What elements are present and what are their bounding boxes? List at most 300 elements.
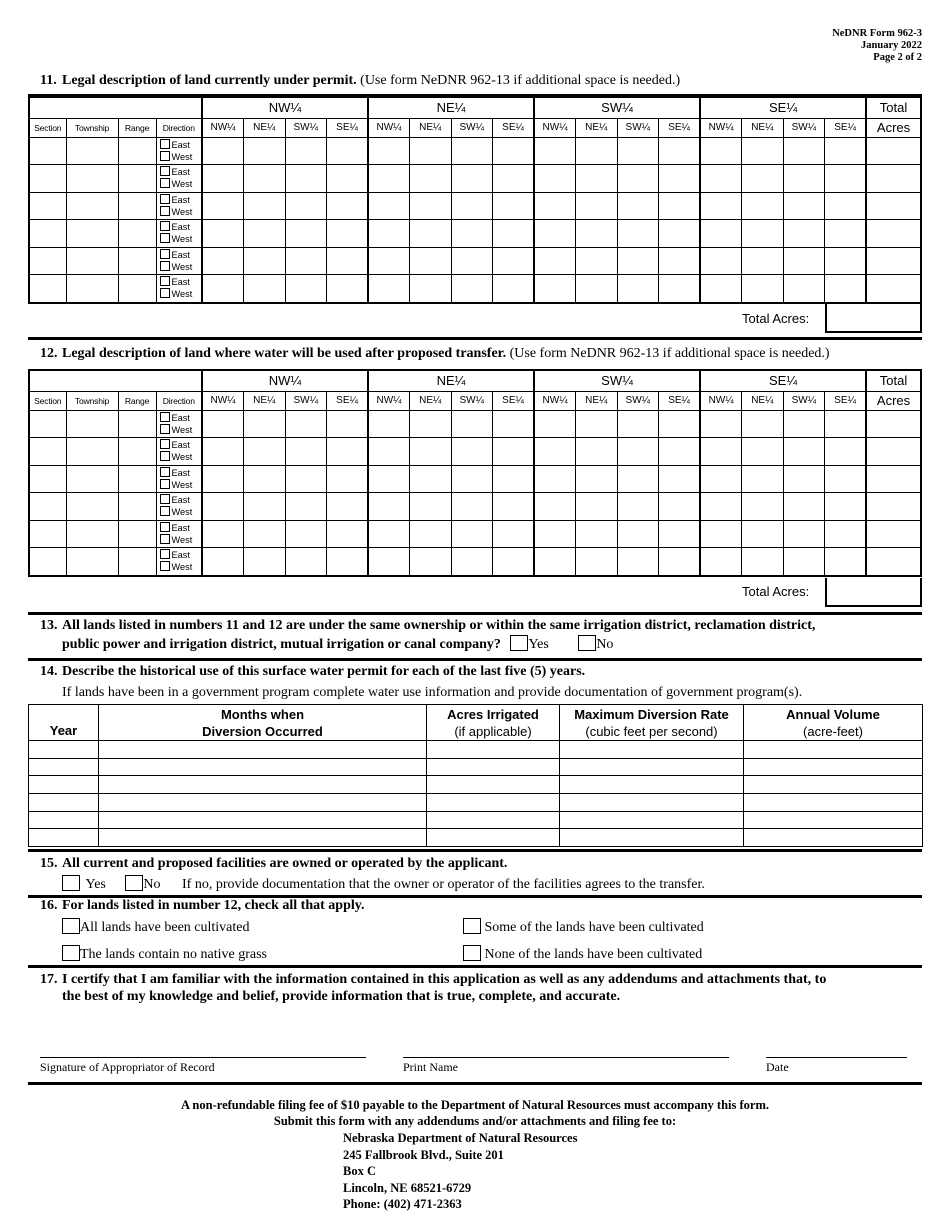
- quarter-acre-cell[interactable]: [700, 438, 742, 466]
- quarter-acre-cell[interactable]: [783, 438, 825, 466]
- quarter-acre-cell[interactable]: [700, 520, 742, 548]
- history-cell[interactable]: [744, 758, 923, 776]
- history-cell[interactable]: [29, 829, 99, 847]
- east-checkbox[interactable]: [160, 139, 170, 149]
- quarter-acre-cell[interactable]: [368, 275, 410, 303]
- quarter-acre-cell[interactable]: [451, 247, 493, 275]
- history-cell[interactable]: [427, 741, 560, 759]
- quarter-acre-cell[interactable]: [327, 438, 369, 466]
- quarter-acre-cell[interactable]: [327, 220, 369, 248]
- total-acres-cell[interactable]: [866, 438, 921, 466]
- quarter-acre-cell[interactable]: [825, 275, 867, 303]
- history-cell[interactable]: [99, 794, 427, 812]
- quarter-acre-cell[interactable]: [410, 220, 452, 248]
- quarter-acre-cell[interactable]: [368, 520, 410, 548]
- quarter-acre-cell[interactable]: [202, 247, 244, 275]
- quarter-acre-cell[interactable]: [451, 275, 493, 303]
- quarter-acre-cell[interactable]: [285, 247, 327, 275]
- section-cell[interactable]: [29, 165, 66, 193]
- quarter-acre-cell[interactable]: [368, 220, 410, 248]
- history-cell[interactable]: [427, 776, 560, 794]
- quarter-acre-cell[interactable]: [576, 220, 618, 248]
- quarter-acre-cell[interactable]: [783, 410, 825, 438]
- quarter-acre-cell[interactable]: [659, 493, 701, 521]
- quarter-acre-cell[interactable]: [534, 410, 576, 438]
- total-acres-cell[interactable]: [866, 410, 921, 438]
- quarter-acre-cell[interactable]: [576, 192, 618, 220]
- quarter-acre-cell[interactable]: [659, 548, 701, 576]
- s15-yes-checkbox[interactable]: [62, 875, 80, 891]
- range-cell[interactable]: [118, 465, 156, 493]
- quarter-acre-cell[interactable]: [493, 548, 535, 576]
- quarter-acre-cell[interactable]: [617, 493, 659, 521]
- east-checkbox[interactable]: [160, 276, 170, 286]
- quarter-acre-cell[interactable]: [327, 247, 369, 275]
- quarter-acre-cell[interactable]: [202, 192, 244, 220]
- quarter-acre-cell[interactable]: [742, 275, 784, 303]
- quarter-acre-cell[interactable]: [202, 275, 244, 303]
- quarter-acre-cell[interactable]: [659, 192, 701, 220]
- total-acres-cell[interactable]: [866, 465, 921, 493]
- history-cell[interactable]: [29, 776, 99, 794]
- history-cell[interactable]: [29, 758, 99, 776]
- quarter-acre-cell[interactable]: [534, 548, 576, 576]
- quarter-acre-cell[interactable]: [742, 548, 784, 576]
- history-cell[interactable]: [427, 829, 560, 847]
- section-cell[interactable]: [29, 247, 66, 275]
- quarter-acre-cell[interactable]: [327, 465, 369, 493]
- quarter-acre-cell[interactable]: [410, 137, 452, 165]
- east-checkbox[interactable]: [160, 412, 170, 422]
- quarter-acre-cell[interactable]: [825, 438, 867, 466]
- total-acres-cell[interactable]: [866, 275, 921, 303]
- quarter-acre-cell[interactable]: [659, 247, 701, 275]
- quarter-acre-cell[interactable]: [534, 493, 576, 521]
- quarter-acre-cell[interactable]: [617, 548, 659, 576]
- quarter-acre-cell[interactable]: [700, 548, 742, 576]
- quarter-acre-cell[interactable]: [534, 137, 576, 165]
- quarter-acre-cell[interactable]: [244, 165, 286, 193]
- quarter-acre-cell[interactable]: [493, 275, 535, 303]
- quarter-acre-cell[interactable]: [825, 247, 867, 275]
- quarter-acre-cell[interactable]: [825, 165, 867, 193]
- history-cell[interactable]: [29, 794, 99, 812]
- west-checkbox[interactable]: [160, 206, 170, 216]
- history-cell[interactable]: [99, 758, 427, 776]
- history-cell[interactable]: [29, 741, 99, 759]
- history-cell[interactable]: [560, 741, 744, 759]
- quarter-acre-cell[interactable]: [534, 165, 576, 193]
- quarter-acre-cell[interactable]: [576, 520, 618, 548]
- total-acres-cell[interactable]: [866, 520, 921, 548]
- west-checkbox[interactable]: [160, 534, 170, 544]
- total-acres-cell[interactable]: [866, 493, 921, 521]
- quarter-acre-cell[interactable]: [244, 410, 286, 438]
- quarter-acre-cell[interactable]: [451, 192, 493, 220]
- quarter-acre-cell[interactable]: [493, 520, 535, 548]
- range-cell[interactable]: [118, 165, 156, 193]
- quarter-acre-cell[interactable]: [451, 438, 493, 466]
- quarter-acre-cell[interactable]: [534, 275, 576, 303]
- section-cell[interactable]: [29, 220, 66, 248]
- west-checkbox[interactable]: [160, 288, 170, 298]
- history-cell[interactable]: [99, 741, 427, 759]
- quarter-acre-cell[interactable]: [368, 493, 410, 521]
- west-checkbox[interactable]: [160, 479, 170, 489]
- quarter-acre-cell[interactable]: [327, 275, 369, 303]
- section-cell[interactable]: [29, 548, 66, 576]
- history-cell[interactable]: [99, 776, 427, 794]
- quarter-acre-cell[interactable]: [368, 165, 410, 193]
- west-checkbox[interactable]: [160, 561, 170, 571]
- quarter-acre-cell[interactable]: [783, 465, 825, 493]
- township-cell[interactable]: [66, 493, 118, 521]
- quarter-acre-cell[interactable]: [244, 465, 286, 493]
- quarter-acre-cell[interactable]: [534, 220, 576, 248]
- quarter-acre-cell[interactable]: [493, 192, 535, 220]
- section-cell[interactable]: [29, 410, 66, 438]
- quarter-acre-cell[interactable]: [700, 192, 742, 220]
- quarter-acre-cell[interactable]: [700, 493, 742, 521]
- quarter-acre-cell[interactable]: [368, 247, 410, 275]
- quarter-acre-cell[interactable]: [451, 520, 493, 548]
- total-acres-cell[interactable]: [866, 220, 921, 248]
- history-cell[interactable]: [744, 829, 923, 847]
- signature-line[interactable]: [40, 1057, 366, 1058]
- quarter-acre-cell[interactable]: [659, 165, 701, 193]
- quarter-acre-cell[interactable]: [451, 220, 493, 248]
- quarter-acre-cell[interactable]: [783, 493, 825, 521]
- s16-opt3-checkbox[interactable]: [62, 945, 80, 961]
- quarter-acre-cell[interactable]: [617, 165, 659, 193]
- quarter-acre-cell[interactable]: [617, 465, 659, 493]
- quarter-acre-cell[interactable]: [327, 548, 369, 576]
- quarter-acre-cell[interactable]: [742, 220, 784, 248]
- quarter-acre-cell[interactable]: [783, 548, 825, 576]
- quarter-acre-cell[interactable]: [742, 165, 784, 193]
- quarter-acre-cell[interactable]: [700, 465, 742, 493]
- s16-opt1-checkbox[interactable]: [62, 918, 80, 934]
- township-cell[interactable]: [66, 220, 118, 248]
- quarter-acre-cell[interactable]: [451, 493, 493, 521]
- quarter-acre-cell[interactable]: [202, 438, 244, 466]
- quarter-acre-cell[interactable]: [451, 410, 493, 438]
- quarter-acre-cell[interactable]: [659, 275, 701, 303]
- west-checkbox[interactable]: [160, 151, 170, 161]
- total-acres-cell[interactable]: [866, 192, 921, 220]
- quarter-acre-cell[interactable]: [617, 410, 659, 438]
- history-cell[interactable]: [560, 794, 744, 812]
- total-acres-cell[interactable]: [866, 247, 921, 275]
- quarter-acre-cell[interactable]: [244, 438, 286, 466]
- range-cell[interactable]: [118, 493, 156, 521]
- west-checkbox[interactable]: [160, 506, 170, 516]
- quarter-acre-cell[interactable]: [327, 410, 369, 438]
- quarter-acre-cell[interactable]: [783, 520, 825, 548]
- quarter-acre-cell[interactable]: [576, 165, 618, 193]
- quarter-acre-cell[interactable]: [285, 220, 327, 248]
- s16-opt4-checkbox[interactable]: [463, 945, 481, 961]
- quarter-acre-cell[interactable]: [534, 247, 576, 275]
- quarter-acre-cell[interactable]: [659, 438, 701, 466]
- quarter-acre-cell[interactable]: [576, 548, 618, 576]
- history-cell[interactable]: [744, 794, 923, 812]
- quarter-acre-cell[interactable]: [742, 410, 784, 438]
- quarter-acre-cell[interactable]: [783, 165, 825, 193]
- east-checkbox[interactable]: [160, 467, 170, 477]
- quarter-acre-cell[interactable]: [410, 493, 452, 521]
- section-cell[interactable]: [29, 275, 66, 303]
- quarter-acre-cell[interactable]: [783, 247, 825, 275]
- section-cell[interactable]: [29, 192, 66, 220]
- total-acres-cell[interactable]: [866, 165, 921, 193]
- quarter-acre-cell[interactable]: [368, 465, 410, 493]
- quarter-acre-cell[interactable]: [410, 548, 452, 576]
- quarter-acre-cell[interactable]: [244, 275, 286, 303]
- quarter-acre-cell[interactable]: [202, 548, 244, 576]
- township-cell[interactable]: [66, 410, 118, 438]
- quarter-acre-cell[interactable]: [617, 192, 659, 220]
- quarter-acre-cell[interactable]: [285, 493, 327, 521]
- quarter-acre-cell[interactable]: [410, 192, 452, 220]
- quarter-acre-cell[interactable]: [493, 465, 535, 493]
- quarter-acre-cell[interactable]: [576, 410, 618, 438]
- history-cell[interactable]: [29, 811, 99, 829]
- quarter-acre-cell[interactable]: [202, 165, 244, 193]
- quarter-acre-cell[interactable]: [700, 165, 742, 193]
- quarter-acre-cell[interactable]: [327, 493, 369, 521]
- range-cell[interactable]: [118, 520, 156, 548]
- quarter-acre-cell[interactable]: [700, 410, 742, 438]
- quarter-acre-cell[interactable]: [368, 410, 410, 438]
- range-cell[interactable]: [118, 275, 156, 303]
- west-checkbox[interactable]: [160, 233, 170, 243]
- east-checkbox[interactable]: [160, 194, 170, 204]
- range-cell[interactable]: [118, 137, 156, 165]
- section-cell[interactable]: [29, 465, 66, 493]
- quarter-acre-cell[interactable]: [700, 247, 742, 275]
- quarter-acre-cell[interactable]: [825, 520, 867, 548]
- quarter-acre-cell[interactable]: [285, 438, 327, 466]
- print-name-line[interactable]: [403, 1057, 729, 1058]
- quarter-acre-cell[interactable]: [825, 410, 867, 438]
- quarter-acre-cell[interactable]: [742, 247, 784, 275]
- quarter-acre-cell[interactable]: [742, 493, 784, 521]
- quarter-acre-cell[interactable]: [285, 465, 327, 493]
- east-checkbox[interactable]: [160, 494, 170, 504]
- quarter-acre-cell[interactable]: [244, 220, 286, 248]
- quarter-acre-cell[interactable]: [244, 192, 286, 220]
- east-checkbox[interactable]: [160, 522, 170, 532]
- quarter-acre-cell[interactable]: [742, 137, 784, 165]
- quarter-acre-cell[interactable]: [659, 220, 701, 248]
- township-cell[interactable]: [66, 192, 118, 220]
- east-checkbox[interactable]: [160, 439, 170, 449]
- quarter-acre-cell[interactable]: [244, 548, 286, 576]
- quarter-acre-cell[interactable]: [493, 410, 535, 438]
- history-cell[interactable]: [560, 811, 744, 829]
- history-cell[interactable]: [560, 829, 744, 847]
- quarter-acre-cell[interactable]: [244, 493, 286, 521]
- township-cell[interactable]: [66, 465, 118, 493]
- east-checkbox[interactable]: [160, 249, 170, 259]
- quarter-acre-cell[interactable]: [327, 137, 369, 165]
- quarter-acre-cell[interactable]: [410, 275, 452, 303]
- quarter-acre-cell[interactable]: [202, 220, 244, 248]
- township-cell[interactable]: [66, 438, 118, 466]
- quarter-acre-cell[interactable]: [742, 520, 784, 548]
- quarter-acre-cell[interactable]: [783, 192, 825, 220]
- quarter-acre-cell[interactable]: [534, 465, 576, 493]
- quarter-acre-cell[interactable]: [410, 410, 452, 438]
- s13-yes-checkbox[interactable]: [510, 635, 528, 651]
- quarter-acre-cell[interactable]: [617, 247, 659, 275]
- quarter-acre-cell[interactable]: [700, 220, 742, 248]
- quarter-acre-cell[interactable]: [327, 192, 369, 220]
- history-cell[interactable]: [744, 741, 923, 759]
- quarter-acre-cell[interactable]: [617, 438, 659, 466]
- quarter-acre-cell[interactable]: [659, 410, 701, 438]
- quarter-acre-cell[interactable]: [576, 275, 618, 303]
- quarter-acre-cell[interactable]: [534, 520, 576, 548]
- quarter-acre-cell[interactable]: [368, 137, 410, 165]
- quarter-acre-cell[interactable]: [451, 137, 493, 165]
- quarter-acre-cell[interactable]: [285, 165, 327, 193]
- west-checkbox[interactable]: [160, 424, 170, 434]
- quarter-acre-cell[interactable]: [576, 493, 618, 521]
- quarter-acre-cell[interactable]: [493, 438, 535, 466]
- quarter-acre-cell[interactable]: [327, 520, 369, 548]
- quarter-acre-cell[interactable]: [451, 165, 493, 193]
- quarter-acre-cell[interactable]: [742, 438, 784, 466]
- date-line[interactable]: [766, 1057, 907, 1058]
- quarter-acre-cell[interactable]: [659, 137, 701, 165]
- quarter-acre-cell[interactable]: [244, 520, 286, 548]
- history-cell[interactable]: [560, 758, 744, 776]
- total-acres-field-12[interactable]: [825, 578, 922, 607]
- range-cell[interactable]: [118, 192, 156, 220]
- quarter-acre-cell[interactable]: [410, 165, 452, 193]
- quarter-acre-cell[interactable]: [244, 137, 286, 165]
- quarter-acre-cell[interactable]: [825, 465, 867, 493]
- range-cell[interactable]: [118, 220, 156, 248]
- range-cell[interactable]: [118, 410, 156, 438]
- township-cell[interactable]: [66, 165, 118, 193]
- quarter-acre-cell[interactable]: [451, 465, 493, 493]
- quarter-acre-cell[interactable]: [202, 137, 244, 165]
- range-cell[interactable]: [118, 247, 156, 275]
- quarter-acre-cell[interactable]: [493, 493, 535, 521]
- east-checkbox[interactable]: [160, 221, 170, 231]
- quarter-acre-cell[interactable]: [410, 465, 452, 493]
- quarter-acre-cell[interactable]: [285, 410, 327, 438]
- quarter-acre-cell[interactable]: [368, 548, 410, 576]
- quarter-acre-cell[interactable]: [700, 137, 742, 165]
- range-cell[interactable]: [118, 548, 156, 576]
- quarter-acre-cell[interactable]: [576, 137, 618, 165]
- west-checkbox[interactable]: [160, 261, 170, 271]
- quarter-acre-cell[interactable]: [493, 165, 535, 193]
- quarter-acre-cell[interactable]: [285, 137, 327, 165]
- history-cell[interactable]: [427, 794, 560, 812]
- quarter-acre-cell[interactable]: [285, 548, 327, 576]
- quarter-acre-cell[interactable]: [244, 247, 286, 275]
- quarter-acre-cell[interactable]: [534, 438, 576, 466]
- section-cell[interactable]: [29, 137, 66, 165]
- quarter-acre-cell[interactable]: [742, 465, 784, 493]
- history-cell[interactable]: [427, 811, 560, 829]
- township-cell[interactable]: [66, 137, 118, 165]
- section-cell[interactable]: [29, 438, 66, 466]
- quarter-acre-cell[interactable]: [617, 137, 659, 165]
- quarter-acre-cell[interactable]: [534, 192, 576, 220]
- township-cell[interactable]: [66, 520, 118, 548]
- quarter-acre-cell[interactable]: [742, 192, 784, 220]
- quarter-acre-cell[interactable]: [576, 465, 618, 493]
- s13-no-checkbox[interactable]: [578, 635, 596, 651]
- quarter-acre-cell[interactable]: [576, 247, 618, 275]
- quarter-acre-cell[interactable]: [451, 548, 493, 576]
- east-checkbox[interactable]: [160, 166, 170, 176]
- quarter-acre-cell[interactable]: [368, 438, 410, 466]
- township-cell[interactable]: [66, 275, 118, 303]
- west-checkbox[interactable]: [160, 451, 170, 461]
- quarter-acre-cell[interactable]: [825, 548, 867, 576]
- west-checkbox[interactable]: [160, 178, 170, 188]
- quarter-acre-cell[interactable]: [493, 220, 535, 248]
- quarter-acre-cell[interactable]: [783, 275, 825, 303]
- quarter-acre-cell[interactable]: [327, 165, 369, 193]
- quarter-acre-cell[interactable]: [700, 275, 742, 303]
- quarter-acre-cell[interactable]: [825, 192, 867, 220]
- quarter-acre-cell[interactable]: [825, 220, 867, 248]
- quarter-acre-cell[interactable]: [202, 465, 244, 493]
- quarter-acre-cell[interactable]: [493, 137, 535, 165]
- total-acres-cell[interactable]: [866, 548, 921, 576]
- history-cell[interactable]: [99, 811, 427, 829]
- quarter-acre-cell[interactable]: [285, 192, 327, 220]
- total-acres-field-11[interactable]: [825, 304, 922, 333]
- s16-opt2-checkbox[interactable]: [463, 918, 481, 934]
- quarter-acre-cell[interactable]: [285, 275, 327, 303]
- quarter-acre-cell[interactable]: [783, 220, 825, 248]
- quarter-acre-cell[interactable]: [410, 247, 452, 275]
- quarter-acre-cell[interactable]: [825, 493, 867, 521]
- quarter-acre-cell[interactable]: [659, 465, 701, 493]
- quarter-acre-cell[interactable]: [617, 220, 659, 248]
- quarter-acre-cell[interactable]: [368, 192, 410, 220]
- range-cell[interactable]: [118, 438, 156, 466]
- township-cell[interactable]: [66, 247, 118, 275]
- quarter-acre-cell[interactable]: [285, 520, 327, 548]
- quarter-acre-cell[interactable]: [825, 137, 867, 165]
- quarter-acre-cell[interactable]: [410, 520, 452, 548]
- history-cell[interactable]: [744, 776, 923, 794]
- total-acres-cell[interactable]: [866, 137, 921, 165]
- history-cell[interactable]: [427, 758, 560, 776]
- quarter-acre-cell[interactable]: [410, 438, 452, 466]
- quarter-acre-cell[interactable]: [617, 520, 659, 548]
- quarter-acre-cell[interactable]: [783, 137, 825, 165]
- quarter-acre-cell[interactable]: [659, 520, 701, 548]
- quarter-acre-cell[interactable]: [617, 275, 659, 303]
- section-cell[interactable]: [29, 493, 66, 521]
- section-cell[interactable]: [29, 520, 66, 548]
- quarter-acre-cell[interactable]: [576, 438, 618, 466]
- quarter-acre-cell[interactable]: [493, 247, 535, 275]
- history-cell[interactable]: [99, 829, 427, 847]
- quarter-acre-cell[interactable]: [202, 410, 244, 438]
